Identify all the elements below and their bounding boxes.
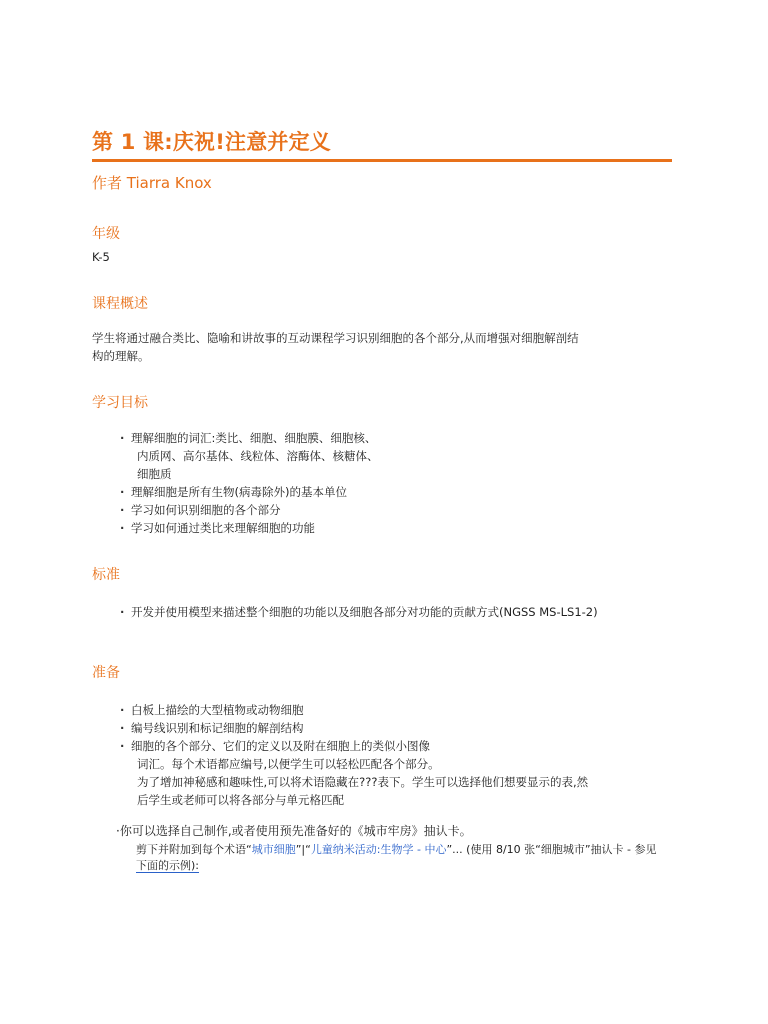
list-item	[120, 483, 672, 501]
overview-line: 构的理解。	[92, 349, 150, 363]
list-item	[120, 603, 672, 621]
objectives-list	[92, 429, 672, 537]
list-item-text: 细胞的各个部分、它们的定义以及附在细胞上的类似小图像	[131, 739, 430, 753]
flashcard-note	[136, 842, 672, 874]
note-text-end: 下面的示例):	[136, 859, 199, 872]
list-item	[120, 429, 672, 483]
preparation-heading: 准备	[92, 665, 120, 681]
overview-heading: 课程概述	[92, 296, 148, 312]
list-item-text: 学习如何通过类比来理解细胞的功能	[131, 521, 315, 535]
author-line: 作者 Tiarra Knox	[92, 174, 212, 192]
preparation-section	[92, 662, 672, 874]
note-line	[136, 858, 672, 874]
lesson-page	[92, 126, 672, 874]
standards-list	[92, 603, 672, 621]
preparation-list	[92, 701, 672, 809]
list-item-text: 理解细胞的词汇:类比、细胞、细胞膜、细胞核、	[131, 431, 377, 445]
overview-text	[92, 329, 672, 365]
grade-section	[92, 223, 672, 266]
list-item-continuation: 内质网、高尔基体、线粒体、溶酶体、核糖体、	[137, 449, 379, 463]
overview-line: 学生将通过融合类比、隐喻和讲故事的互动课程学习识别细胞的各个部分,从而增强对细胞解剖结	[92, 331, 579, 345]
objectives-section	[92, 392, 672, 537]
note-text: ”... (使用 8/10 张“细胞城市”抽认卡 - 参见	[446, 843, 657, 856]
overview-section	[92, 293, 672, 365]
standards-section	[92, 564, 672, 621]
note-text: 剪下并附加到每个术语“	[136, 843, 252, 856]
list-item	[120, 501, 672, 519]
list-item	[120, 719, 672, 737]
grade-heading: 年级	[92, 226, 120, 242]
option-text: ·你可以选择自己制作,或者使用预先准备好的《城市牢房》抽认卡。	[116, 824, 472, 838]
list-item-continuation: 为了增加神秘感和趣味性,可以将术语隐藏在???表下。学生可以选择他们想要显示的表,然	[137, 775, 589, 789]
list-item	[120, 701, 672, 719]
note-separator: ”|“	[295, 843, 311, 856]
standards-heading: 标准	[92, 567, 120, 583]
list-item-text: 编号线识别和标记细胞的解剖结构	[131, 721, 304, 735]
grade-value: K-5	[92, 250, 110, 264]
list-item-text: 学习如何识别细胞的各个部分	[131, 503, 281, 517]
list-item-continuation: 后学生或老师可以将各部分与单元格匹配	[137, 793, 344, 807]
page-title: 第 1 课:庆祝!注意并定义	[92, 126, 672, 162]
list-item-continuation: 细胞质	[137, 467, 172, 481]
city-cell-link[interactable]: 城市细胞	[251, 843, 296, 856]
list-item-text: 理解细胞是所有生物(病毒除外)的基本单位	[131, 485, 347, 499]
list-item-text: 白板上描绘的大型植物或动物细胞	[131, 703, 304, 717]
list-item	[120, 519, 672, 537]
objectives-heading: 学习目标	[92, 395, 148, 411]
list-item-text: 开发并使用模型来描述整个细胞的功能以及细胞各部分对功能的贡献方式(NGSS MS-LS1-2)	[131, 605, 598, 619]
note-line	[136, 842, 672, 858]
list-item	[120, 737, 672, 809]
list-item-continuation: 词汇。每个术语都应编号,以便学生可以轻松匹配各个部分。	[137, 757, 440, 771]
kids-nano-activity-link[interactable]: 儿童纳米活动:生物学 - 中心	[310, 843, 447, 856]
